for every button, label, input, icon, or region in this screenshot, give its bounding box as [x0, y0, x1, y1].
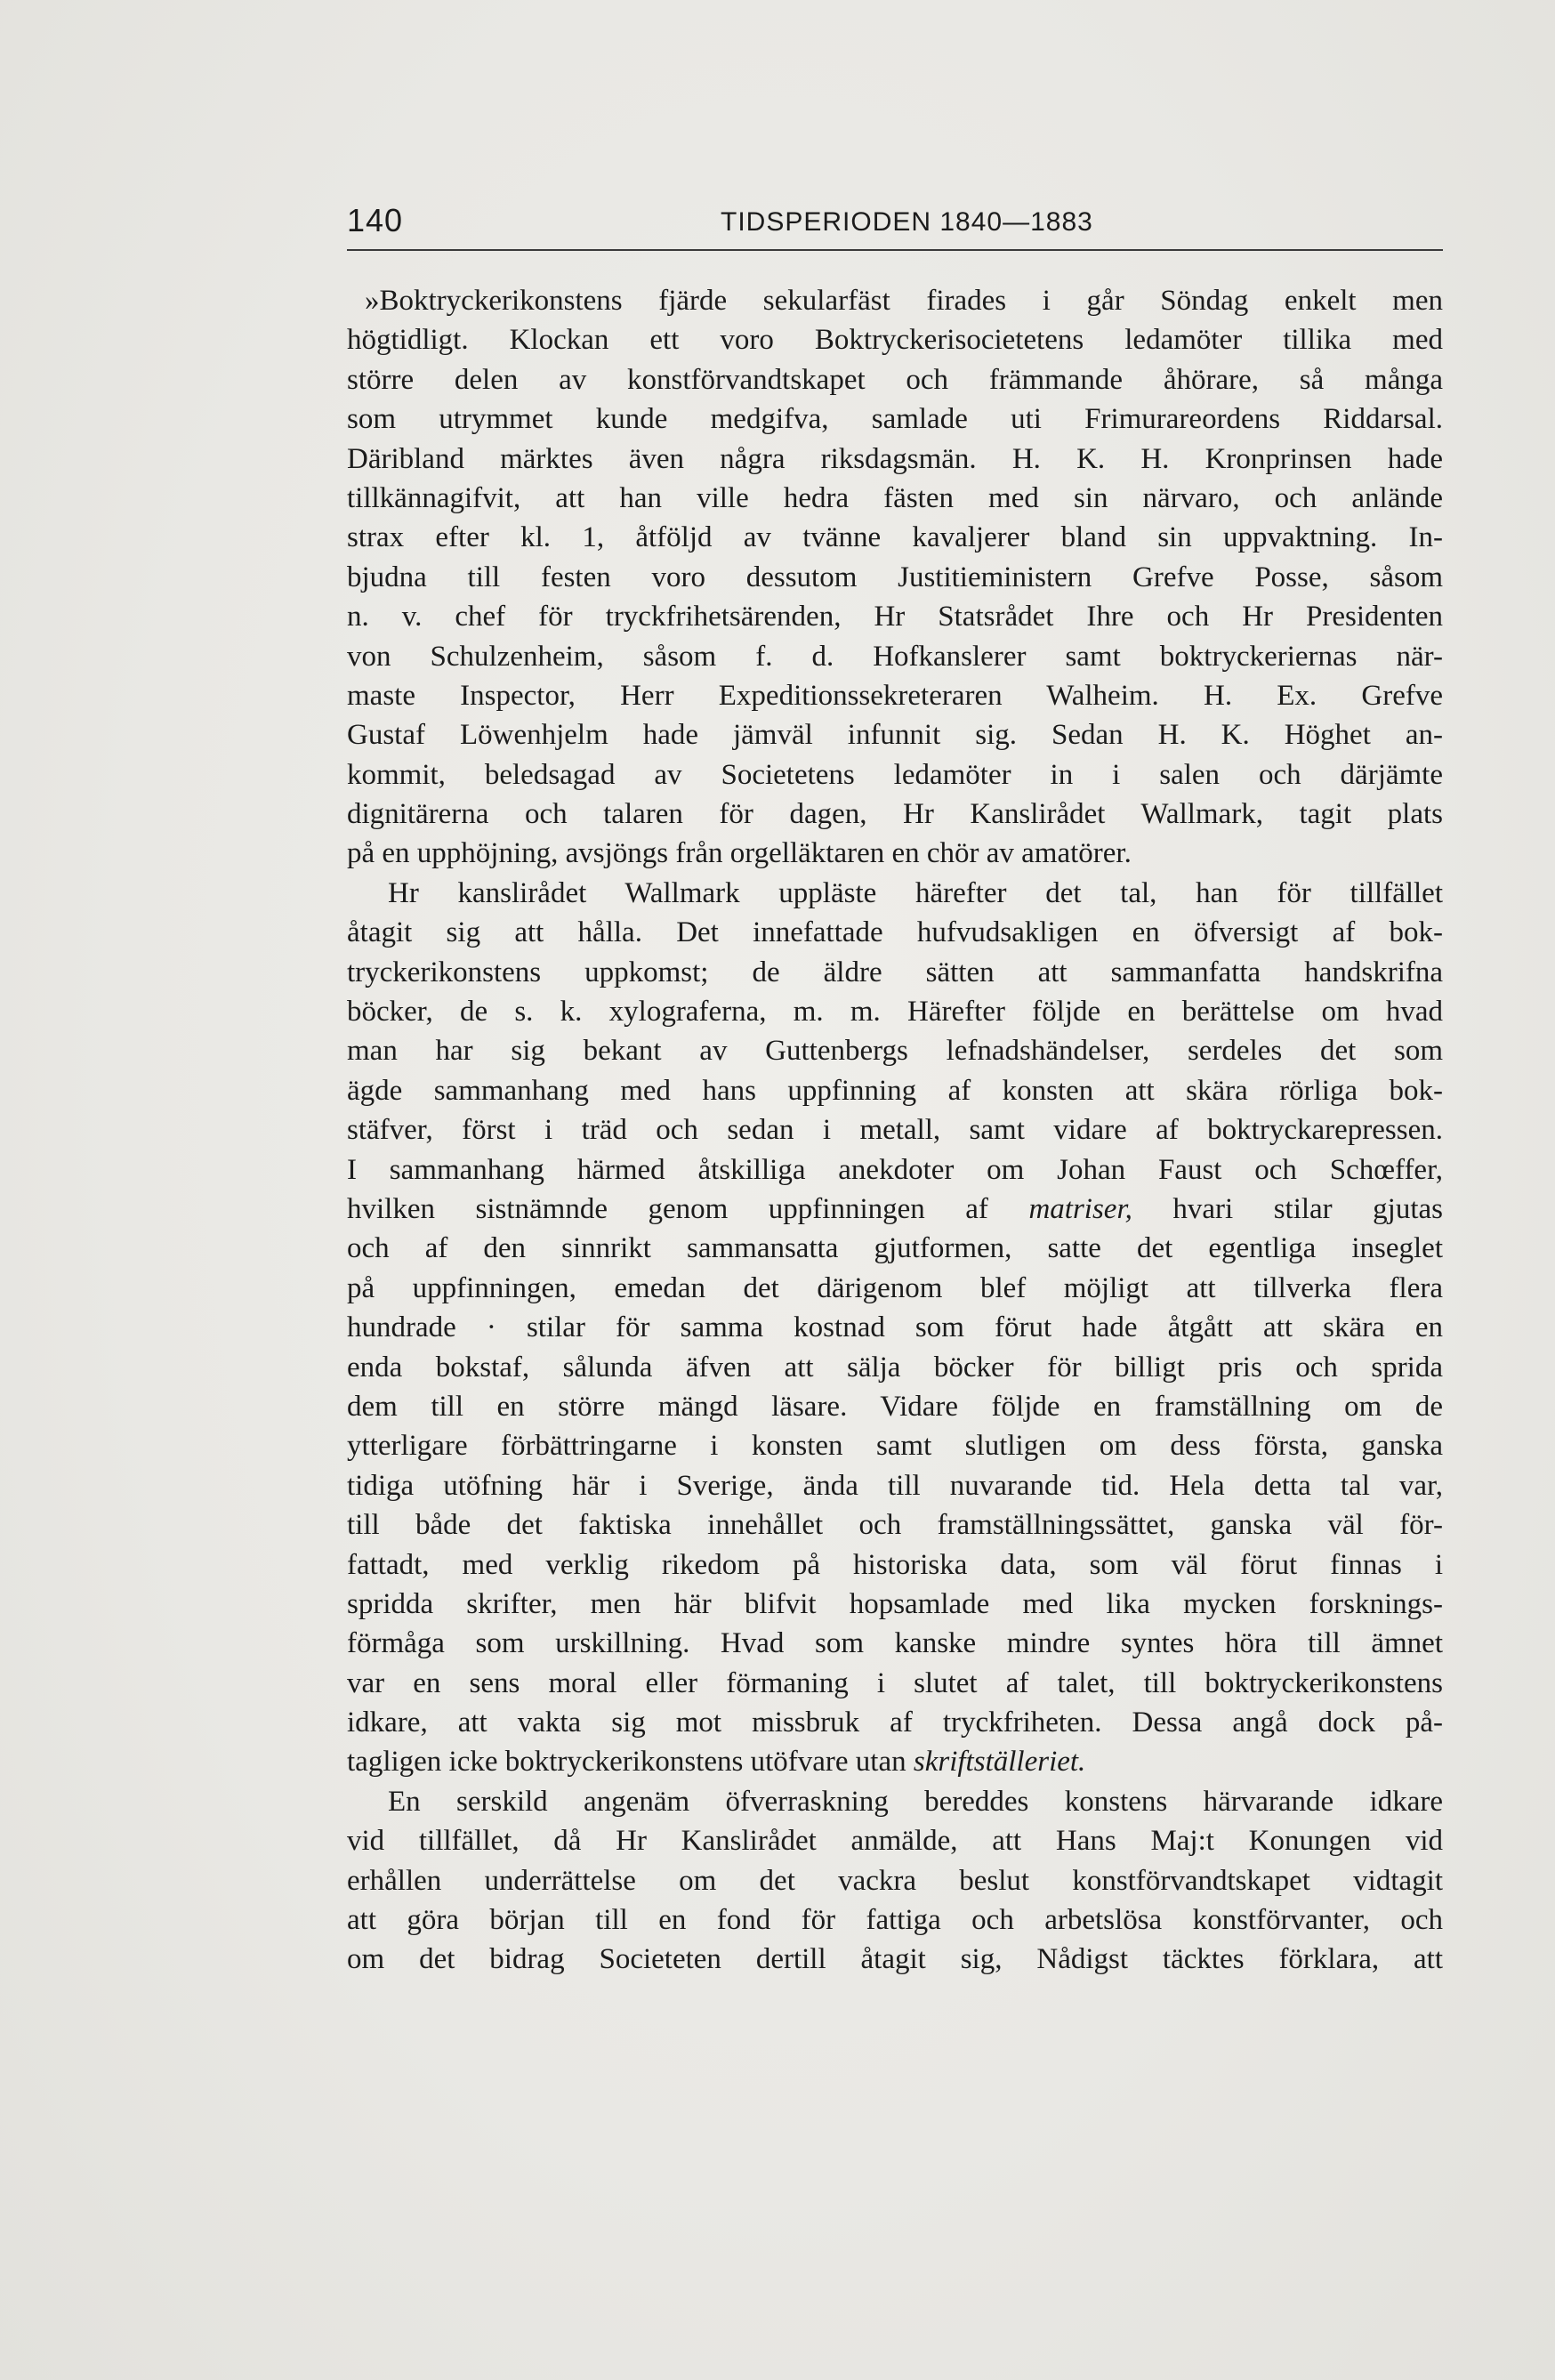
text-line: vid tillfället, då Hr Kanslirådet anmälde, att Hans Maj:t Konungen vid: [347, 1825, 1443, 1858]
text-segment: hvilken sistnämnde genom uppfinningen af: [347, 1192, 988, 1225]
text-line: maste Inspector, Herr Expeditionssekreteraren Walheim. H. Ex. Grefve: [347, 679, 1443, 712]
text-line: strax efter kl. 1, åtföljd av tvänne kavaljerer bland sin uppvaktning. In-: [347, 521, 1443, 554]
text-line: Däribland märktes även några riksdagsmän. H. K. H. Kronprinsen hade: [347, 442, 1443, 475]
page-number: 140: [347, 202, 404, 238]
text-segment: hvari stilar gjutas: [1132, 1192, 1444, 1225]
text-line: hundrade · stilar för samma kostnad som förut hade åtgått att skära en: [347, 1311, 1443, 1344]
text-line: på en upphöjning, avsjöngs från orgelläktaren en chör av amatörer.: [347, 837, 1132, 870]
header-rule: [347, 249, 1443, 251]
text-line: som utrymmet kunde medgifva, samlade uti Frimurareordens Riddarsal.: [347, 403, 1443, 436]
body-text: [347, 281, 1443, 1980]
text-line: till både det faktiska innehållet och framställningssättet, ganska väl för-: [347, 1509, 1443, 1542]
italic-term: skriftställeriet.: [913, 1746, 1086, 1779]
text-line: förmåga som urskillning. Hvad som kanske mindre syntes höra till ämnet: [347, 1627, 1443, 1660]
text-line: ägde sammanhang med hans uppfinning af konsten att skära rörliga bok-: [347, 1074, 1443, 1107]
text-line: var en sens moral eller förmaning i slutet af talet, till boktryckerikonstens: [347, 1666, 1443, 1699]
page-header: [347, 201, 1443, 240]
text-line: tillkännagifvit, att han ville hedra fästen med sin närvaro, och anlände: [347, 481, 1443, 514]
text-line-with-italic: [347, 1742, 1443, 1781]
text-line: högtidligt. Klockan ett voro Boktryckerisocietetens ledamöter tillika med: [347, 324, 1443, 357]
text-line: och af den sinnrikt sammansatta gjutformen, satte det egentliga inseglet: [347, 1232, 1443, 1265]
text-line: tryckerikonstens uppkomst; de äldre sätten att sammanfatta handskrifna: [347, 956, 1443, 988]
text-line: på uppfinningen, emedan det därigenom blef möjligt att tillverka flera: [347, 1271, 1443, 1304]
text-line: om det bidrag Societeten dertill åtagit sig, Nådigst täcktes förklara, att: [347, 1943, 1443, 1976]
text-line: fattadt, med verklig rikedom på historiska data, som väl förut finnas i: [347, 1548, 1443, 1581]
text-line: erhållen underrättelse om det vackra beslut konstförvandtskapet vidtagit: [347, 1864, 1443, 1897]
text-line: Hr kanslirådet Wallmark uppläste härefter det tal, han för tillfället: [388, 876, 1443, 909]
text-line: större delen av konstförvandtskapet och främmande åhörare, så många: [347, 363, 1443, 396]
text-line: enda bokstaf, sålunda äfven att sälja böcker för billigt pris och sprida: [347, 1351, 1443, 1384]
text-line: »Boktryckerikonstens fjärde sekularfäst firades i går Söndag enkelt men: [365, 285, 1443, 317]
text-line: kommit, beledsagad av Societetens ledamöter in i salen och därjämte: [347, 758, 1443, 791]
text-line: bjudna till festen voro dessutom Justitieministern Grefve Posse, såsom: [347, 561, 1443, 593]
text-line: ytterligare förbättringarne i konsten samt slutligen om dess första, ganska: [347, 1430, 1443, 1463]
text-line: böcker, de s. k. xylograferna, m. m. Härefter följde en berättelse om hvad: [347, 996, 1443, 1029]
text-line: tidiga utöfning här i Sverige, ända till nuvarande tid. Hela detta tal var,: [347, 1469, 1443, 1502]
text-line: stäfver, först i träd och sedan i metall, samt vidare af boktryckarepressen.: [347, 1114, 1443, 1147]
text-line-with-italic: [347, 1190, 1443, 1229]
text-line: åtagit sig att hålla. Det innefattade hufvudsakligen en öfversigt af bok-: [347, 916, 1443, 949]
text-line: att göra början till en fond för fattiga och arbetslösa konstförvanter, och: [347, 1904, 1443, 1937]
text-line: Gustaf Löwenhjelm hade jämväl infunnit sig. Sedan H. K. Höghet an-: [347, 719, 1443, 752]
running-head: TIDSPERIODEN 1840—1883: [721, 207, 1093, 237]
text-segment: tagligen icke boktryckerikonstens utöfvare utan: [347, 1746, 906, 1779]
text-line: I sammanhang härmed åtskilliga anekdoter om Johan Faust och Schœffer,: [347, 1153, 1443, 1186]
text-line: n. v. chef för tryckfrihetsärenden, Hr Statsrådet Ihre och Hr Presidenten: [347, 601, 1443, 633]
text-line: von Schulzenheim, såsom f. d. Hofkanslerer samt boktryckeriernas när-: [347, 640, 1443, 673]
italic-term: matriser,: [1028, 1192, 1132, 1225]
text-line: dignitärerna och talaren för dagen, Hr Kanslirådet Wallmark, tagit plats: [347, 798, 1443, 831]
text-line: spridda skrifter, men här blifvit hopsamlade med lika mycken forsknings-: [347, 1587, 1443, 1620]
text-line: man har sig bekant av Guttenbergs lefnadshändelser, serdeles det som: [347, 1035, 1443, 1068]
text-line: En serskild angenäm öfverraskning bereddes konstens härvarande idkare: [388, 1785, 1443, 1818]
text-line: idkare, att vakta sig mot missbruk af tryckfriheten. Dessa angå dock på-: [347, 1706, 1443, 1739]
text-line: dem till en större mängd läsare. Vidare följde en framställning om de: [347, 1390, 1443, 1423]
